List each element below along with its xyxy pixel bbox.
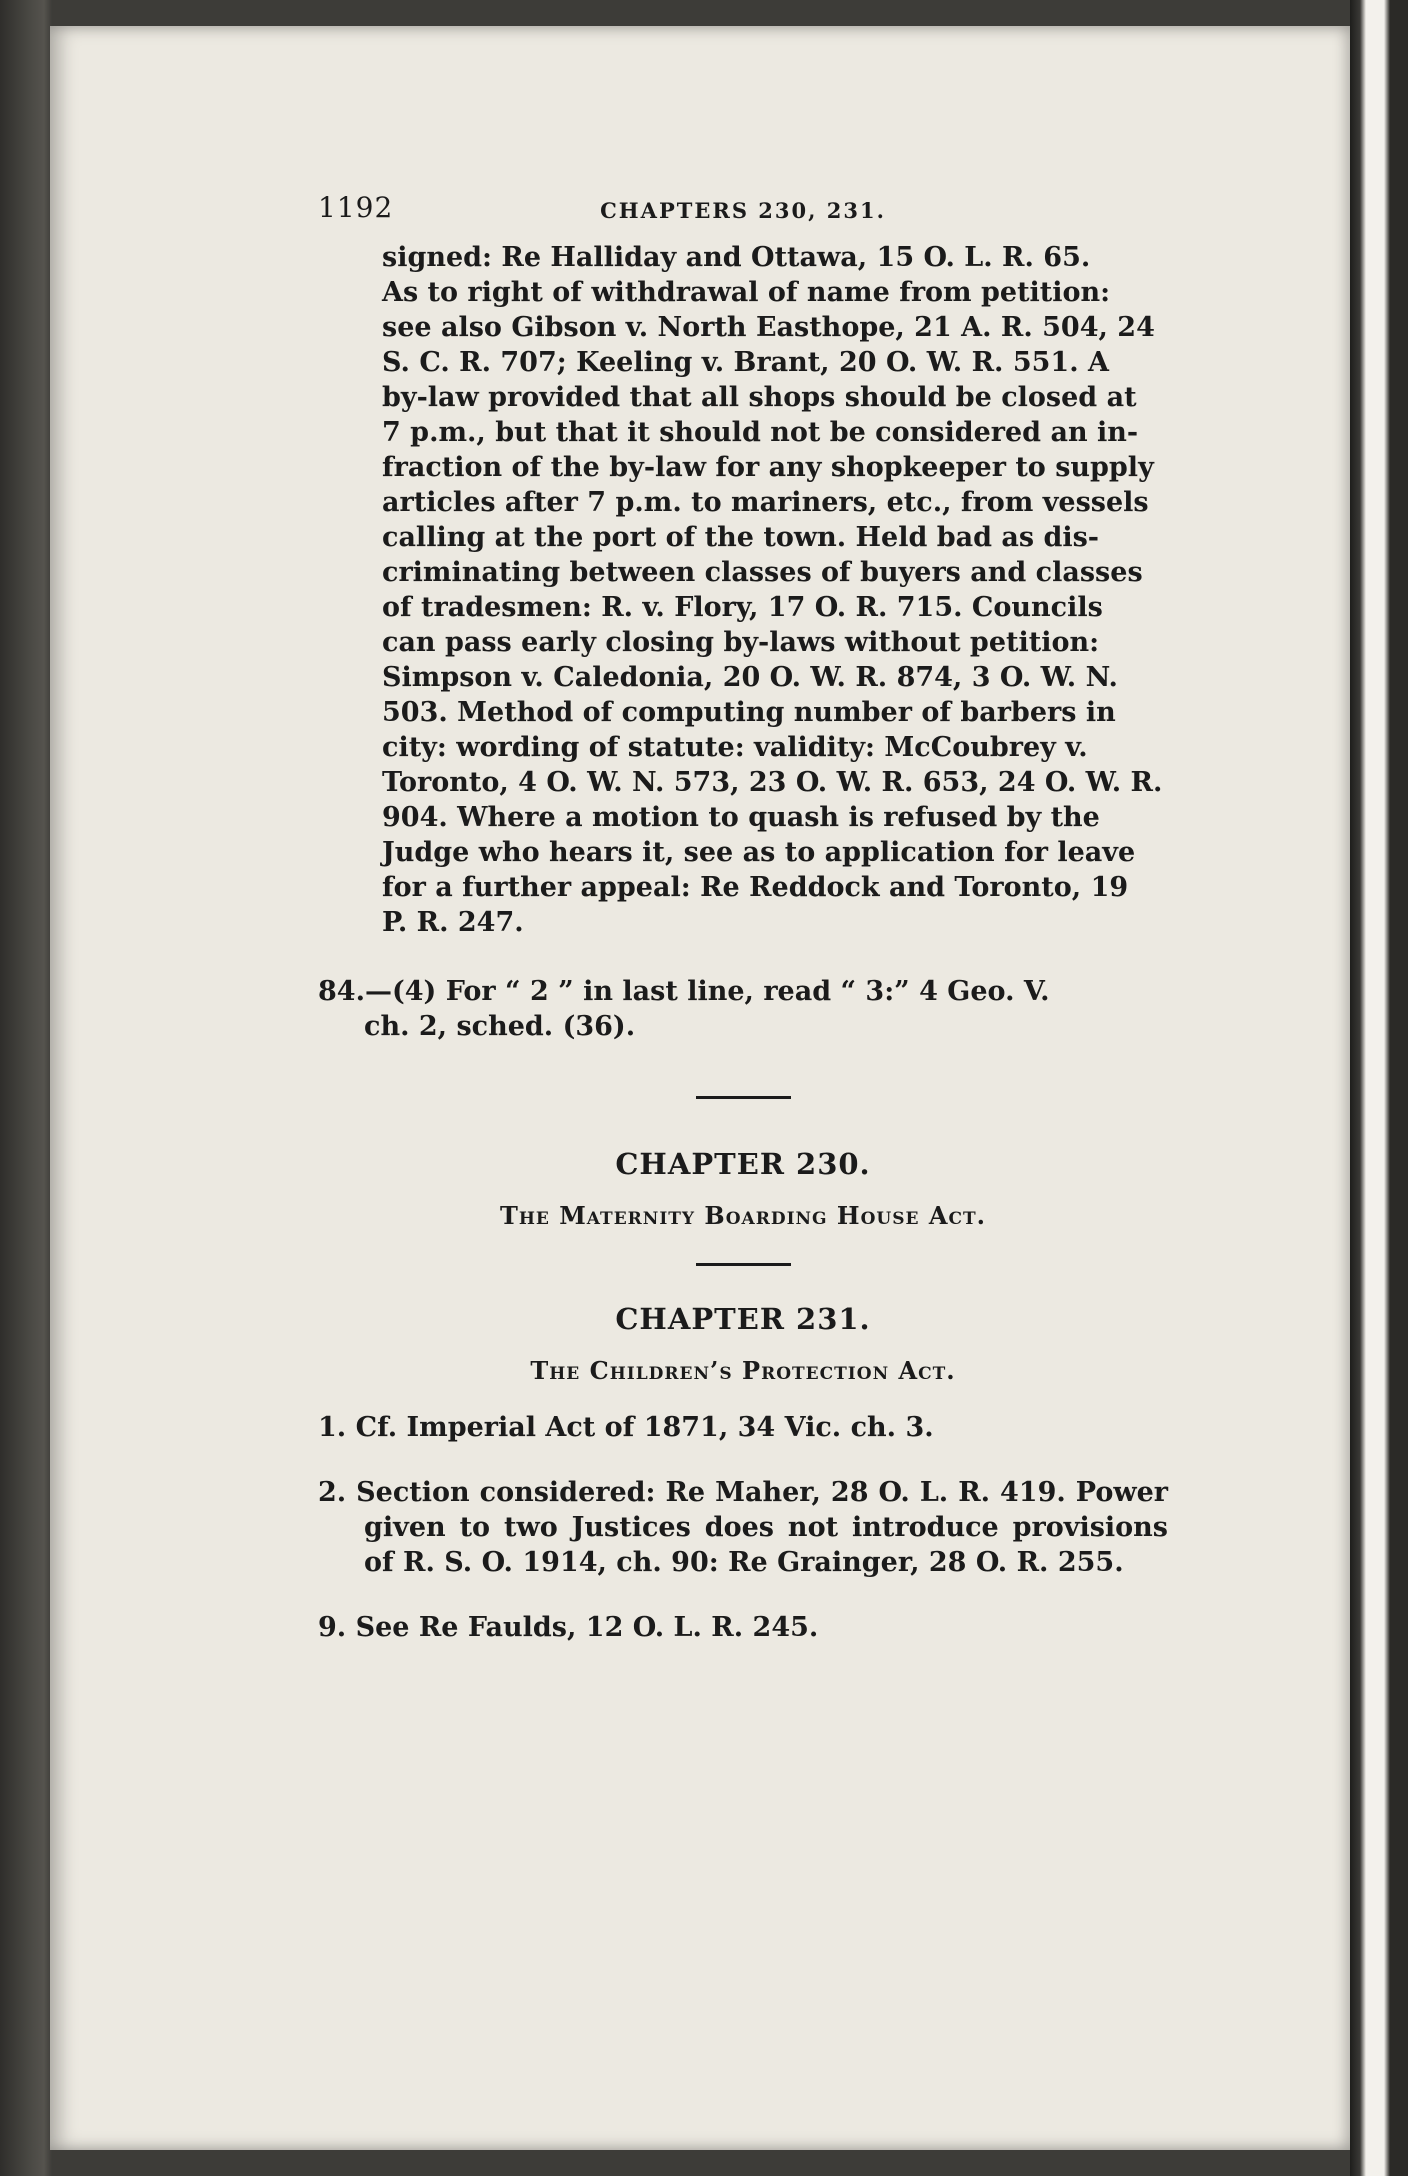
running-head: CHAPTERS 230, 231. [600, 198, 886, 223]
annotation-line: fraction of the by-law for any shopkeeper to supply [382, 452, 1154, 483]
chapter-231-title: The Children’s Protection Act. [530, 1356, 956, 1385]
section-note-9: 9. See Re Faulds, 12 O. L. R. 245. [318, 1612, 819, 1643]
chapter-231-heading: CHAPTER 231. [615, 1302, 871, 1336]
page-header [318, 190, 1168, 240]
annotation-line: P. R. 247. [382, 907, 524, 938]
annotation-line: see also Gibson v. North Easthope, 21 A. R. 504, 24 [382, 312, 1155, 343]
note-84-line: 84.—(4) For “ 2 ” in last line, read “ 3:” 4 Geo. V. [318, 976, 1050, 1007]
annotation-line: criminating between classes of buyers and classes [382, 557, 1143, 588]
annotation-line: Judge who hears it, see as to application for leave [382, 837, 1136, 868]
note-84 [318, 974, 1168, 1044]
annotation-line: by-law provided that all shops should be closed at [382, 382, 1137, 413]
annotation-line: 503. Method of computing number of barbers in [382, 697, 1116, 728]
section-divider [696, 1096, 791, 1099]
annotation-line: can pass early closing by-laws without petition: [382, 627, 1100, 658]
annotation-line: As to right of withdrawal of name from petition: [382, 277, 1111, 308]
annotation-line: articles after 7 p.m. to mariners, etc., from vessels [382, 487, 1149, 518]
page-number: 1192 [318, 191, 394, 224]
next-page-edge [1350, 0, 1408, 2176]
annotation-line: signed: Re Halliday and Ottawa, 15 O. L. R. 65. [382, 242, 1091, 273]
annotation-line: calling at the port of the town. Held bad as dis- [382, 522, 1100, 553]
section-note-2: 2. Section considered: Re Maher, 28 O. L. R. 419. Power given to two Justices does not introduce provisions of R. S. O. 1914, ch. 90: Re Grainger, 28 O. R. 255. [318, 1477, 1168, 1578]
continued-annotation [318, 240, 1168, 940]
section-divider [696, 1263, 791, 1266]
annotation-line: city: wording of statute: validity: McCoubrey v. [382, 732, 1088, 763]
page-content [318, 190, 1168, 1645]
annotation-line: S. C. R. 707; Keeling v. Brant, 20 O. W. R. 551. A [382, 347, 1109, 378]
chapter-230-title: The Maternity Boarding House Act. [499, 1201, 986, 1230]
annotation-line: 904. Where a motion to quash is refused by the [382, 802, 1100, 833]
note-84-line: ch. 2, sched. (36). [364, 1011, 636, 1042]
chapter-230-heading: CHAPTER 230. [615, 1147, 871, 1181]
section-note-1: 1. Cf. Imperial Act of 1871, 34 Vic. ch. 3. [318, 1412, 934, 1443]
annotation-line: of tradesmen: R. v. Flory, 17 O. R. 715. Councils [382, 592, 1103, 623]
annotation-line: 7 p.m., but that it should not be considered an in- [382, 417, 1139, 448]
annotation-line: for a further appeal: Re Reddock and Toronto, 19 [382, 872, 1129, 903]
annotation-line: Simpson v. Caledonia, 20 O. W. R. 874, 3 O. W. N. [382, 662, 1118, 693]
annotation-line: Toronto, 4 O. W. N. 573, 23 O. W. R. 653, 24 O. W. R. [382, 767, 1163, 798]
